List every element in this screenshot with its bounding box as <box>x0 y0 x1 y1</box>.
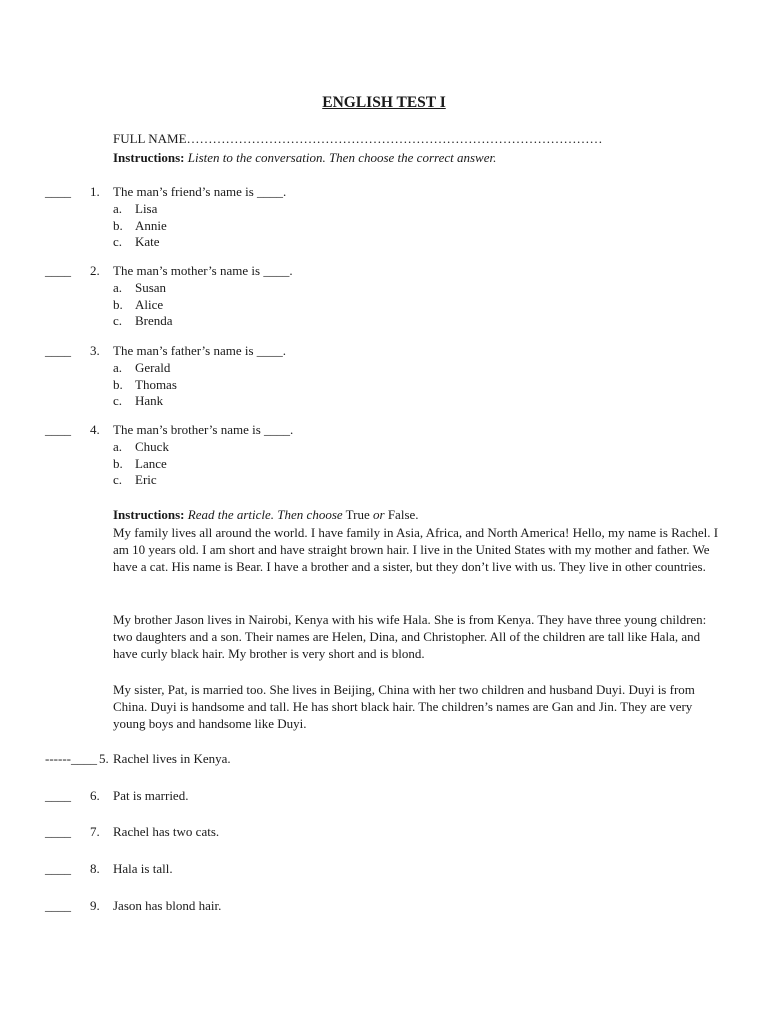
instructions-label: Instructions: <box>113 507 185 522</box>
instructions-label: Instructions: <box>113 150 185 165</box>
question-text: The man’s father’s name is ____. <box>113 343 287 358</box>
statement-number: 5. <box>99 751 109 766</box>
test-page: ENGLISH TEST I FULL NAME…………………………………………………………………………………… Instructions: Listen to the conversation. Then choose the correct answer. ____ 1. The man’s friend’s name is ____. a. Lisa b. Annie c. Kate ____ 2. The man’s mother’s name is ____. a. Susan b. Alice c. Brenda ____ 3. The man’s father’s name is ____. a. Gerald b. Thomas c. Hank ____ 4. The man’s brother’s name is ____. a. Chuck b. Lance c. Eric Instructions: Read the article. Then choose True or False. My family lives all around the world. I have family in Asia, Africa, and North America! Hello, my name is Rachel. I am 10 years old. I am short and have straight brown hair. I live in the United States with my mother and father. We have a cat. His name is Bear. I have a brother and a sister, but they don’t live with us. They live in other countries. My brother Jason lives in Nairobi, Kenya with his wife Hala. She is from Kenya. They have three young children: two daughters and a son. Their names are Helen, Dina, and Christopher. All of the children are tall like Hala, and have curly black hair. My brother is very short and is blond. My sister, Pat, is married too. She lives in Beijing, China with her two children and husband Duyi. Duyi is from China. Duyi is handsome and tall. He has short black hair. The children’s names are Gan and Jin. They are very young boys and handsome like Duyi. ------____ 5. Rachel lives in Kenya. ____ 6. Pat is married. ____ 7. Rachel has two cats. ____ 8. Hala is tall. ____ 9. Jason has blond hair. <box>0 0 768 1024</box>
statement-9 <box>0 898 768 915</box>
instructions-listening <box>113 149 496 166</box>
question-number: 4. <box>90 422 100 437</box>
instructions-text: Read the article. Then choose <box>187 507 343 522</box>
question-number: 2. <box>90 263 100 278</box>
statement-number: 6. <box>90 788 100 803</box>
answer-blank: ____ <box>45 343 71 358</box>
answer-blank: ------____ <box>45 751 97 766</box>
instructions-reading <box>113 506 419 523</box>
statement-number: 7. <box>90 824 100 839</box>
statement-text: Pat is married. <box>113 788 189 803</box>
statement-number: 9. <box>90 898 100 913</box>
article-paragraph-1: My family lives all around the world. I have family in Asia, Africa, and North America! Hello, my name is Rachel. I am 10 years old. I am short and have straight brown hair. I live in the United States with my mother and father. We have a cat. His name is Bear. I have a brother and a sister, but they don’t live with us. They live in other countries. <box>113 525 719 575</box>
answer-blank: ____ <box>45 184 71 199</box>
word-or: or <box>373 507 385 522</box>
statement-number: 8. <box>90 861 100 876</box>
question-text: The man’s mother’s name is ____. <box>113 263 293 278</box>
statement-6 <box>0 788 768 805</box>
page-title: ENGLISH TEST I <box>322 94 446 111</box>
answer-blank: ____ <box>45 422 71 437</box>
statement-7 <box>0 824 768 841</box>
answer-blank: ____ <box>45 861 71 876</box>
word-true: True <box>345 507 370 522</box>
article-paragraph-2: My brother Jason lives in Nairobi, Kenya with his wife Hala. She is from Kenya. They have three young children: two daughters and a son. Their names are Helen, Dina, and Christopher. All of the children are tall like Hala, and have curly black hair. My brother is very short and is blond. <box>113 612 707 662</box>
answer-blank: ____ <box>45 788 71 803</box>
word-false: False. <box>387 507 419 522</box>
question-number: 1. <box>90 184 100 199</box>
answer-blank: ____ <box>45 824 71 839</box>
question-text: The man’s brother’s name is ____. <box>113 422 294 437</box>
statement-8 <box>0 861 768 878</box>
full-name-line: FULL NAME…………………………………………………………………………………… <box>113 131 603 146</box>
answer-blank: ____ <box>45 263 71 278</box>
statement-5 <box>0 751 768 768</box>
instructions-text: Listen to the conversation. Then choose the correct answer. <box>187 150 497 165</box>
statement-text: Hala is tall. <box>113 861 173 876</box>
statement-text: Rachel has two cats. <box>113 824 220 839</box>
answer-blank: ____ <box>45 898 71 913</box>
statement-text: Rachel lives in Kenya. <box>113 751 231 766</box>
question-number: 3. <box>90 343 100 358</box>
statement-text: Jason has blond hair. <box>113 898 222 913</box>
question-text: The man’s friend’s name is ____. <box>113 184 287 199</box>
article-paragraph-3: My sister, Pat, is married too. She lives in Beijing, China with her two children and husband Duyi. Duyi is from China. Duyi is handsome and tall. He has short black hair. The children’s names are Gan and Jin. They are very young boys and handsome like Duyi. <box>113 682 695 732</box>
